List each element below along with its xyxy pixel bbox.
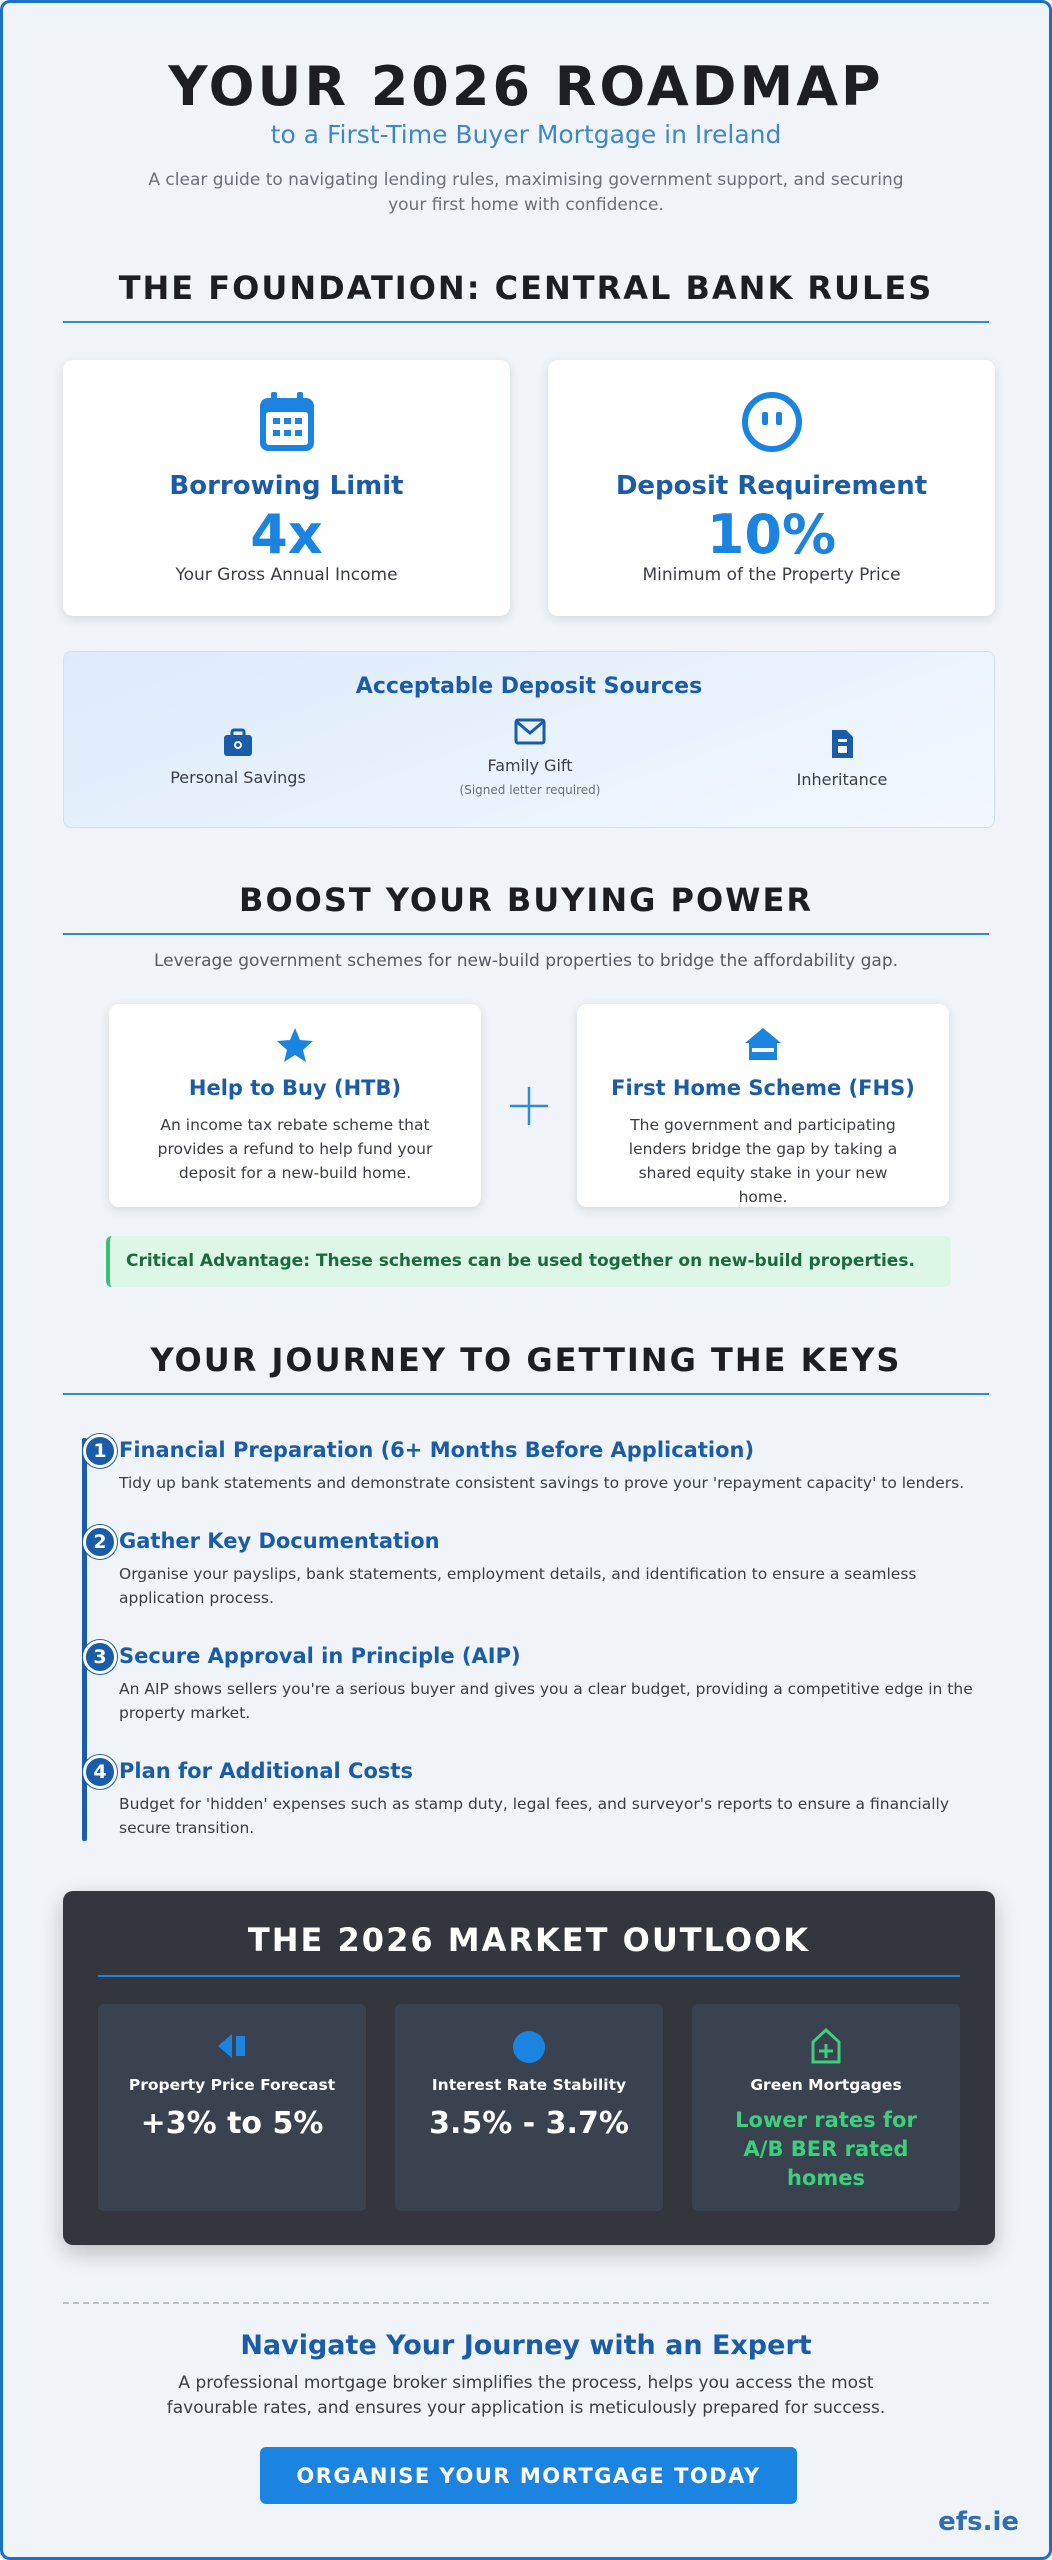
deposit-sources-title: Acceptable Deposit Sources xyxy=(355,674,703,699)
step-title: Financial Preparation (6+ Months Before Application) xyxy=(119,1438,755,1462)
star-icon xyxy=(109,1026,481,1068)
organise-mortgage-button[interactable]: ORGANISE YOUR MORTGAGE TODAY xyxy=(260,2447,797,2504)
step-number: 2 xyxy=(83,1525,117,1559)
outlook-card-green xyxy=(692,2004,960,2211)
deposit-source-gift xyxy=(405,716,655,797)
document-icon xyxy=(717,728,967,764)
critical-advantage-callout: Critical Advantage: These schemes can be used together on new-build properties. xyxy=(106,1236,951,1287)
journey-title: YOUR JOURNEY TO GETTING THE KEYS xyxy=(150,1341,902,1379)
section-divider xyxy=(63,321,989,323)
deposit-sources-panel xyxy=(63,651,995,828)
calendar-icon xyxy=(63,390,510,458)
step-number: 3 xyxy=(83,1640,117,1674)
outlook-divider xyxy=(98,1975,960,1977)
card-value: 10% xyxy=(706,503,837,566)
brand-logo[interactable]: efs.ie xyxy=(938,2507,1019,2537)
outlook-title: THE 2026 MARKET OUTLOOK xyxy=(247,1921,811,1959)
market-outlook-panel xyxy=(63,1891,995,2245)
step-description: An AIP shows sellers you're a serious buyer and gives you a clear budget, providing a competitive edge in the property market. xyxy=(119,1680,973,1722)
deposit-source-label: Inheritance xyxy=(796,770,888,789)
card-value: 4x xyxy=(250,503,323,566)
outlook-value: +3% to 5% xyxy=(140,2106,324,2141)
cta-title: Navigate Your Journey with an Expert xyxy=(240,2330,812,2361)
fhs-card xyxy=(577,1004,949,1207)
step-description: Organise your payslips, bank statements, employment details, and identification to ensure a seamless application process. xyxy=(119,1565,917,1607)
outlook-value: 3.5% - 3.7% xyxy=(429,2106,629,2141)
wallet-icon xyxy=(113,728,363,762)
boost-title: BOOST YOUR BUYING POWER xyxy=(239,881,813,919)
card-caption: Your Gross Annual Income xyxy=(175,565,398,585)
house-icon xyxy=(577,1026,949,1066)
outlook-label: Property Price Forecast xyxy=(128,2076,336,2094)
green-house-icon xyxy=(692,2028,960,2068)
boost-description: Leverage government schemes for new-build properties to bridge the affordability gap. xyxy=(153,951,899,971)
step-number: 1 xyxy=(83,1434,117,1468)
page-title: YOUR 2026 ROADMAP xyxy=(168,55,884,118)
page-description: A clear guide to navigating lending rules, maximising government support, and securing your first home with confidence. xyxy=(148,170,904,215)
deposit-source-note: (Signed letter required) xyxy=(459,783,601,797)
piggy-bank-icon xyxy=(548,390,995,458)
step-description: Tidy up bank statements and demonstrate consistent savings to prove your 'repayment capacity' to lenders. xyxy=(119,1474,965,1492)
page-subtitle: to a First-Time Buyer Mortgage in Ireland xyxy=(270,120,782,149)
deposit-source-label: Family Gift xyxy=(487,756,573,775)
card-title: Deposit Requirement xyxy=(615,471,928,501)
scheme-description: The government and participating lenders bridge the gap by taking a shared equity stake in your new home. xyxy=(628,1116,898,1206)
step-number: 4 xyxy=(83,1755,117,1789)
scheme-title: First Home Scheme (FHS) xyxy=(611,1076,915,1100)
scheme-title: Help to Buy (HTB) xyxy=(188,1076,402,1100)
section-divider xyxy=(63,1393,989,1395)
step-title: Secure Approval in Principle (AIP) xyxy=(119,1644,521,1668)
deposit-source-inheritance xyxy=(717,728,967,789)
plus-icon xyxy=(508,1085,550,1127)
card-caption: Minimum of the Property Price xyxy=(642,565,901,585)
chart-icon xyxy=(98,2030,366,2066)
outlook-card-price xyxy=(98,2004,366,2211)
borrowing-limit-card xyxy=(63,360,510,616)
envelope-icon xyxy=(405,716,655,750)
outlook-card-interest xyxy=(395,2004,663,2211)
step-description: Budget for 'hidden' expenses such as stamp duty, legal fees, and surveyor's reports to ensure a financially secure transition. xyxy=(119,1795,949,1837)
section-divider xyxy=(63,933,989,935)
cta-description: A professional mortgage broker simplifies the process, helps you access the most favourable rates, and ensures your application is meticulously prepared for success. xyxy=(166,2373,886,2418)
step-title: Gather Key Documentation xyxy=(119,1529,440,1553)
deposit-requirement-card xyxy=(548,360,995,616)
dashed-divider xyxy=(63,2302,989,2304)
circle-icon xyxy=(395,2030,663,2068)
deposit-source-savings xyxy=(113,728,363,787)
scheme-description: An income tax rebate scheme that provides a refund to help fund your deposit for a new-build home. xyxy=(157,1116,433,1182)
card-title: Borrowing Limit xyxy=(169,471,404,501)
htb-card xyxy=(109,1004,481,1207)
outlook-label: Interest Rate Stability xyxy=(431,2076,627,2094)
foundation-title: THE FOUNDATION: CENTRAL BANK RULES xyxy=(118,269,934,307)
deposit-source-label: Personal Savings xyxy=(170,768,306,787)
outlook-label: Green Mortgages xyxy=(750,2076,902,2094)
outlook-value: Lower rates for A/B BER rated homes xyxy=(735,2108,917,2190)
step-title: Plan for Additional Costs xyxy=(119,1759,413,1783)
